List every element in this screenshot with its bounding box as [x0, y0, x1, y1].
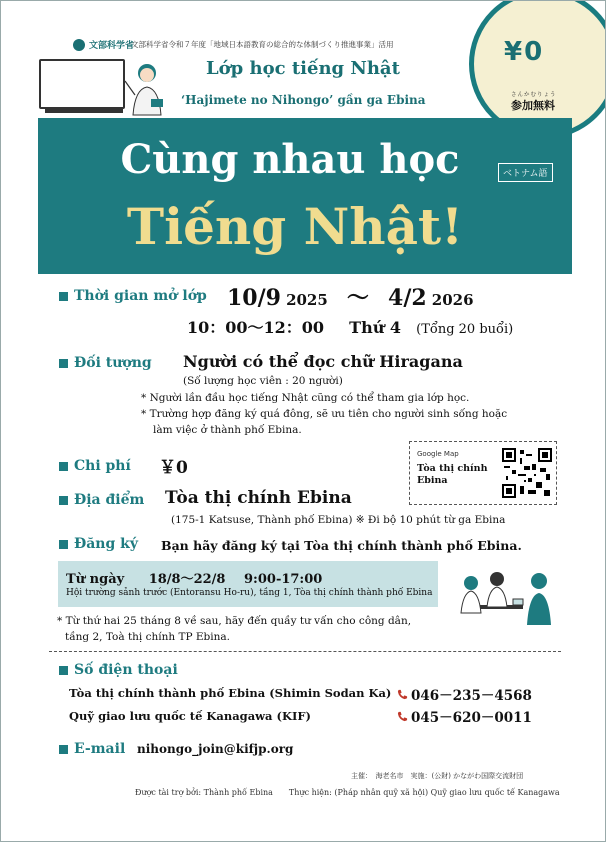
- venue-label: Địa điểm: [59, 492, 144, 508]
- free-ruby: さんかむりょう: [511, 92, 557, 98]
- start-date: 10/9: [227, 285, 281, 311]
- free-label: 参加無料: [511, 99, 555, 112]
- end-year: 2026: [431, 291, 474, 309]
- headline-line2: Tiếng Nhật!: [126, 197, 464, 256]
- phone-icon: [397, 711, 408, 722]
- registration-note-2: tầng 2, Toà thị chính TP Ebina.: [65, 631, 230, 643]
- phone-icon: [397, 689, 408, 700]
- whiteboard-illustration: [39, 59, 125, 109]
- bullet-square-icon: [59, 359, 68, 368]
- cost-label: Chi phí: [59, 458, 131, 474]
- footer-credits: Được tài trợ bởi: Thành phố Ebina Thực hiện: (Pháp nhân quỹ xã hội) Quỹ giao lưu quốc tế Kanagawa: [135, 788, 560, 797]
- schedule-dates: [227, 281, 474, 312]
- footer-organizers: 主催： 海老名市 実施：(公財) かながわ国際交流財団: [351, 772, 524, 780]
- target-note-2: * Trường hợp đăng ký quá đông, sẽ ưu tiên cho người sinh sống hoặc: [141, 408, 508, 420]
- ministry-name: 文部科学省: [89, 41, 135, 51]
- bullet-square-icon: [59, 745, 68, 754]
- phone-label: Số điện thoại: [59, 662, 178, 678]
- language-tag: ベトナム語: [498, 163, 553, 182]
- class-time: 10：00〜12：00: [187, 318, 325, 337]
- registration-dates: Từ ngày 18/8〜22/8 9:00-17:00: [66, 572, 323, 587]
- email-label: E-mail: [59, 741, 125, 757]
- target-note-3: làm việc ở thành phố Ebina.: [153, 424, 302, 436]
- schedule-label: Thời gian mở lớp: [59, 288, 207, 304]
- phone-entry-number[interactable]: 045－620－0011: [397, 706, 532, 726]
- map-name: Tòa thị chính Ebina: [417, 463, 488, 486]
- ministry-emblem-icon: [73, 39, 85, 51]
- class-total: (Tổng 20 buổi): [416, 322, 514, 337]
- bullet-square-icon: [59, 666, 68, 675]
- ministry-logo: [73, 38, 134, 51]
- bullet-square-icon: [59, 462, 68, 471]
- registration-box: [58, 561, 438, 607]
- free-price: ¥0: [504, 37, 545, 67]
- project-caption: 文部科学省令和７年度「地域日本語教育の総合的な体制づくり推進事業」活用: [131, 40, 394, 49]
- phone-entry-name: Quỹ giao lưu quốc tế Kanagawa (KIF): [69, 709, 311, 723]
- target-label: Đối tượng: [59, 355, 152, 371]
- registration-label: Đăng ký: [59, 536, 138, 552]
- bullet-square-icon: [59, 292, 68, 301]
- section-divider: [49, 651, 561, 652]
- people-meeting-illustration: [453, 565, 557, 631]
- map-qr-box[interactable]: [409, 441, 557, 505]
- class-title: Lớp học tiếng Nhật: [206, 58, 400, 79]
- headline-line1: Cùng nhau học: [120, 136, 460, 183]
- cost-value: ￥0: [159, 458, 188, 478]
- schedule-time-row: [187, 315, 513, 338]
- phone-entry-name: Tòa thị chính thành phố Ebina (Shimin Sodan Ka): [69, 686, 392, 700]
- registration-hall: Hội trường sảnh trước (Entoransu Ho-ru), tầng 1, Tòa thị chính thành phố Ebina: [66, 588, 433, 598]
- date-separator: 〜: [346, 285, 369, 311]
- end-date: 4/2: [388, 285, 427, 311]
- registration-text: Bạn hãy đăng ký tại Tòa thị chính thành phố Ebina.: [161, 538, 522, 553]
- venue-name: Tòa thị chính Ebina: [165, 488, 352, 508]
- start-year: 2025: [286, 291, 328, 309]
- headline-banner: [38, 118, 572, 274]
- target-capacity: (Số lượng học viên : 20 người): [183, 375, 343, 387]
- teacher-illustration: [125, 59, 169, 117]
- map-caption: Google Map: [417, 450, 459, 458]
- bullet-square-icon: [59, 496, 68, 505]
- registration-note-1: * Từ thứ hai 25 tháng 8 về sau, hãy đến quầy tư vấn cho công dân,: [57, 615, 412, 627]
- class-weekday: Thứ 4: [349, 318, 402, 337]
- bullet-square-icon: [59, 540, 68, 549]
- class-subtitle: ‘Hajimete no Nihongo’ gần ga Ebina: [181, 93, 426, 107]
- venue-address: (175-1 Katsuse, Thành phố Ebina) ※ Đi bộ 10 phút từ ga Ebina: [171, 514, 506, 526]
- target-value: Người có thể đọc chữ Hiragana: [183, 352, 463, 371]
- email-address[interactable]: nihongo_join@kifjp.org: [137, 742, 294, 756]
- qr-code-icon[interactable]: [502, 448, 552, 498]
- phone-entry-number[interactable]: 046－235－4568: [397, 684, 532, 704]
- target-note-1: * Người lần đầu học tiếng Nhật cũng có thể tham gia lớp học.: [141, 392, 470, 404]
